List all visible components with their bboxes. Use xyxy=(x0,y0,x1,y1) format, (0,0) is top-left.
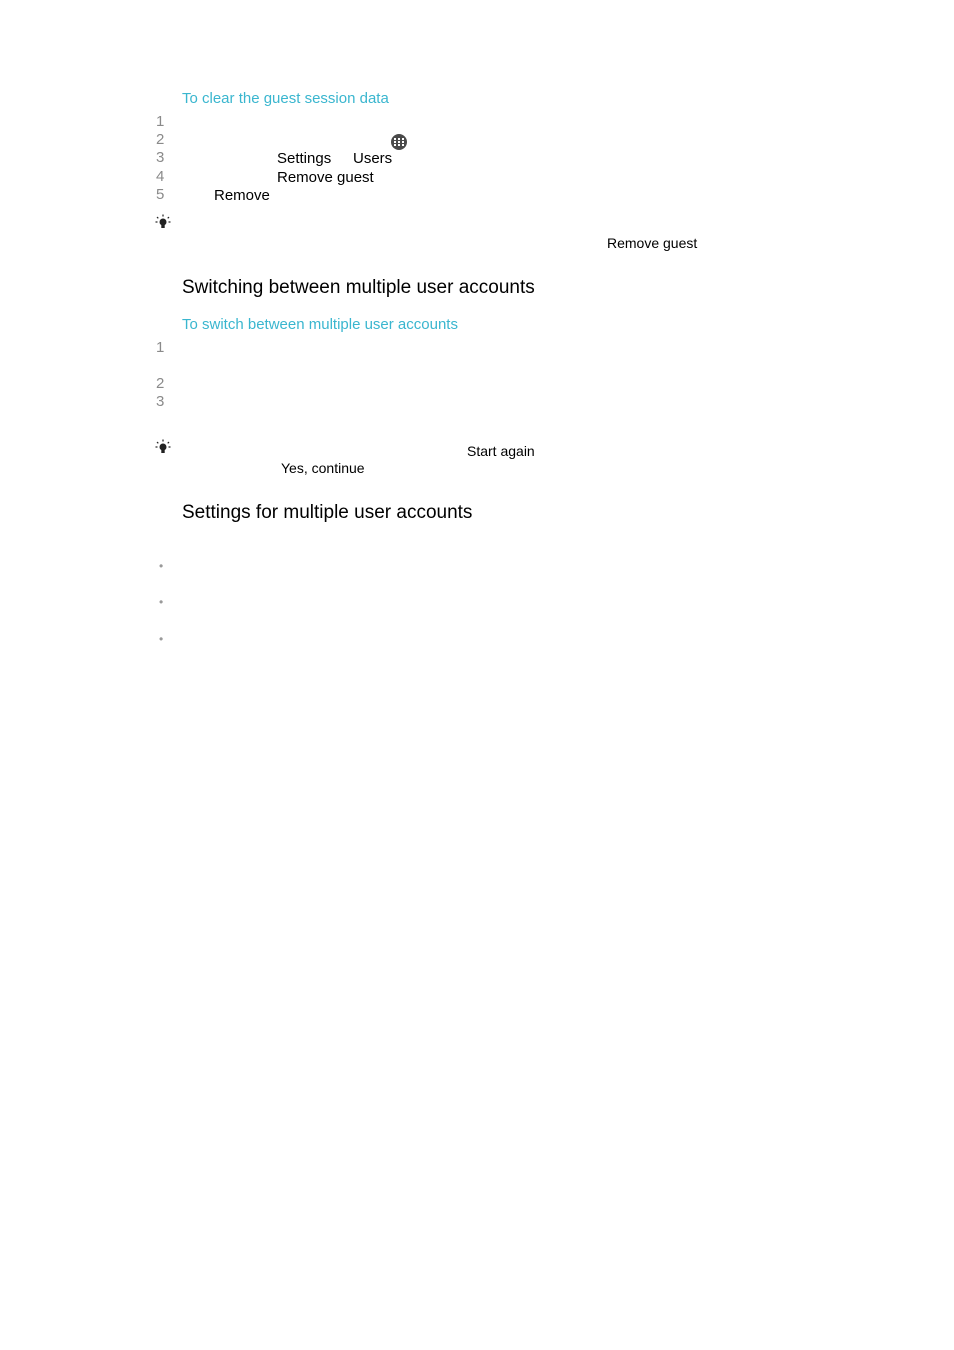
step-number: 5 xyxy=(156,186,165,203)
clear-guest-subheading: To clear the guest session data xyxy=(182,90,389,107)
bullet: • xyxy=(159,632,164,646)
remove-guest-label: Remove guest xyxy=(277,169,374,186)
tip-yes-continue: Yes, continue xyxy=(281,460,365,476)
bullet: • xyxy=(159,595,164,609)
lightbulb-icon xyxy=(155,439,171,455)
step-number: 1 xyxy=(156,339,165,356)
bullet: • xyxy=(159,559,164,573)
tip-remove-guest: Remove guest xyxy=(607,235,698,251)
users-label: Users xyxy=(353,150,393,167)
settings-heading: Settings for multiple user accounts xyxy=(182,502,473,523)
step-number: 3 xyxy=(156,393,165,410)
step-number: 2 xyxy=(156,131,165,148)
tip-start-again: Start again xyxy=(467,443,535,459)
step-number: 3 xyxy=(156,149,165,166)
step-number: 2 xyxy=(156,375,165,392)
remove-label: Remove xyxy=(214,187,270,204)
step-number: 1 xyxy=(156,113,165,130)
lightbulb-icon xyxy=(155,214,171,230)
apps-grid-icon xyxy=(391,134,407,150)
switching-heading: Switching between multiple user accounts xyxy=(182,277,535,298)
settings-label: Settings xyxy=(277,150,332,167)
step-number: 4 xyxy=(156,168,165,185)
switch-subheading: To switch between multiple user accounts xyxy=(182,316,458,333)
